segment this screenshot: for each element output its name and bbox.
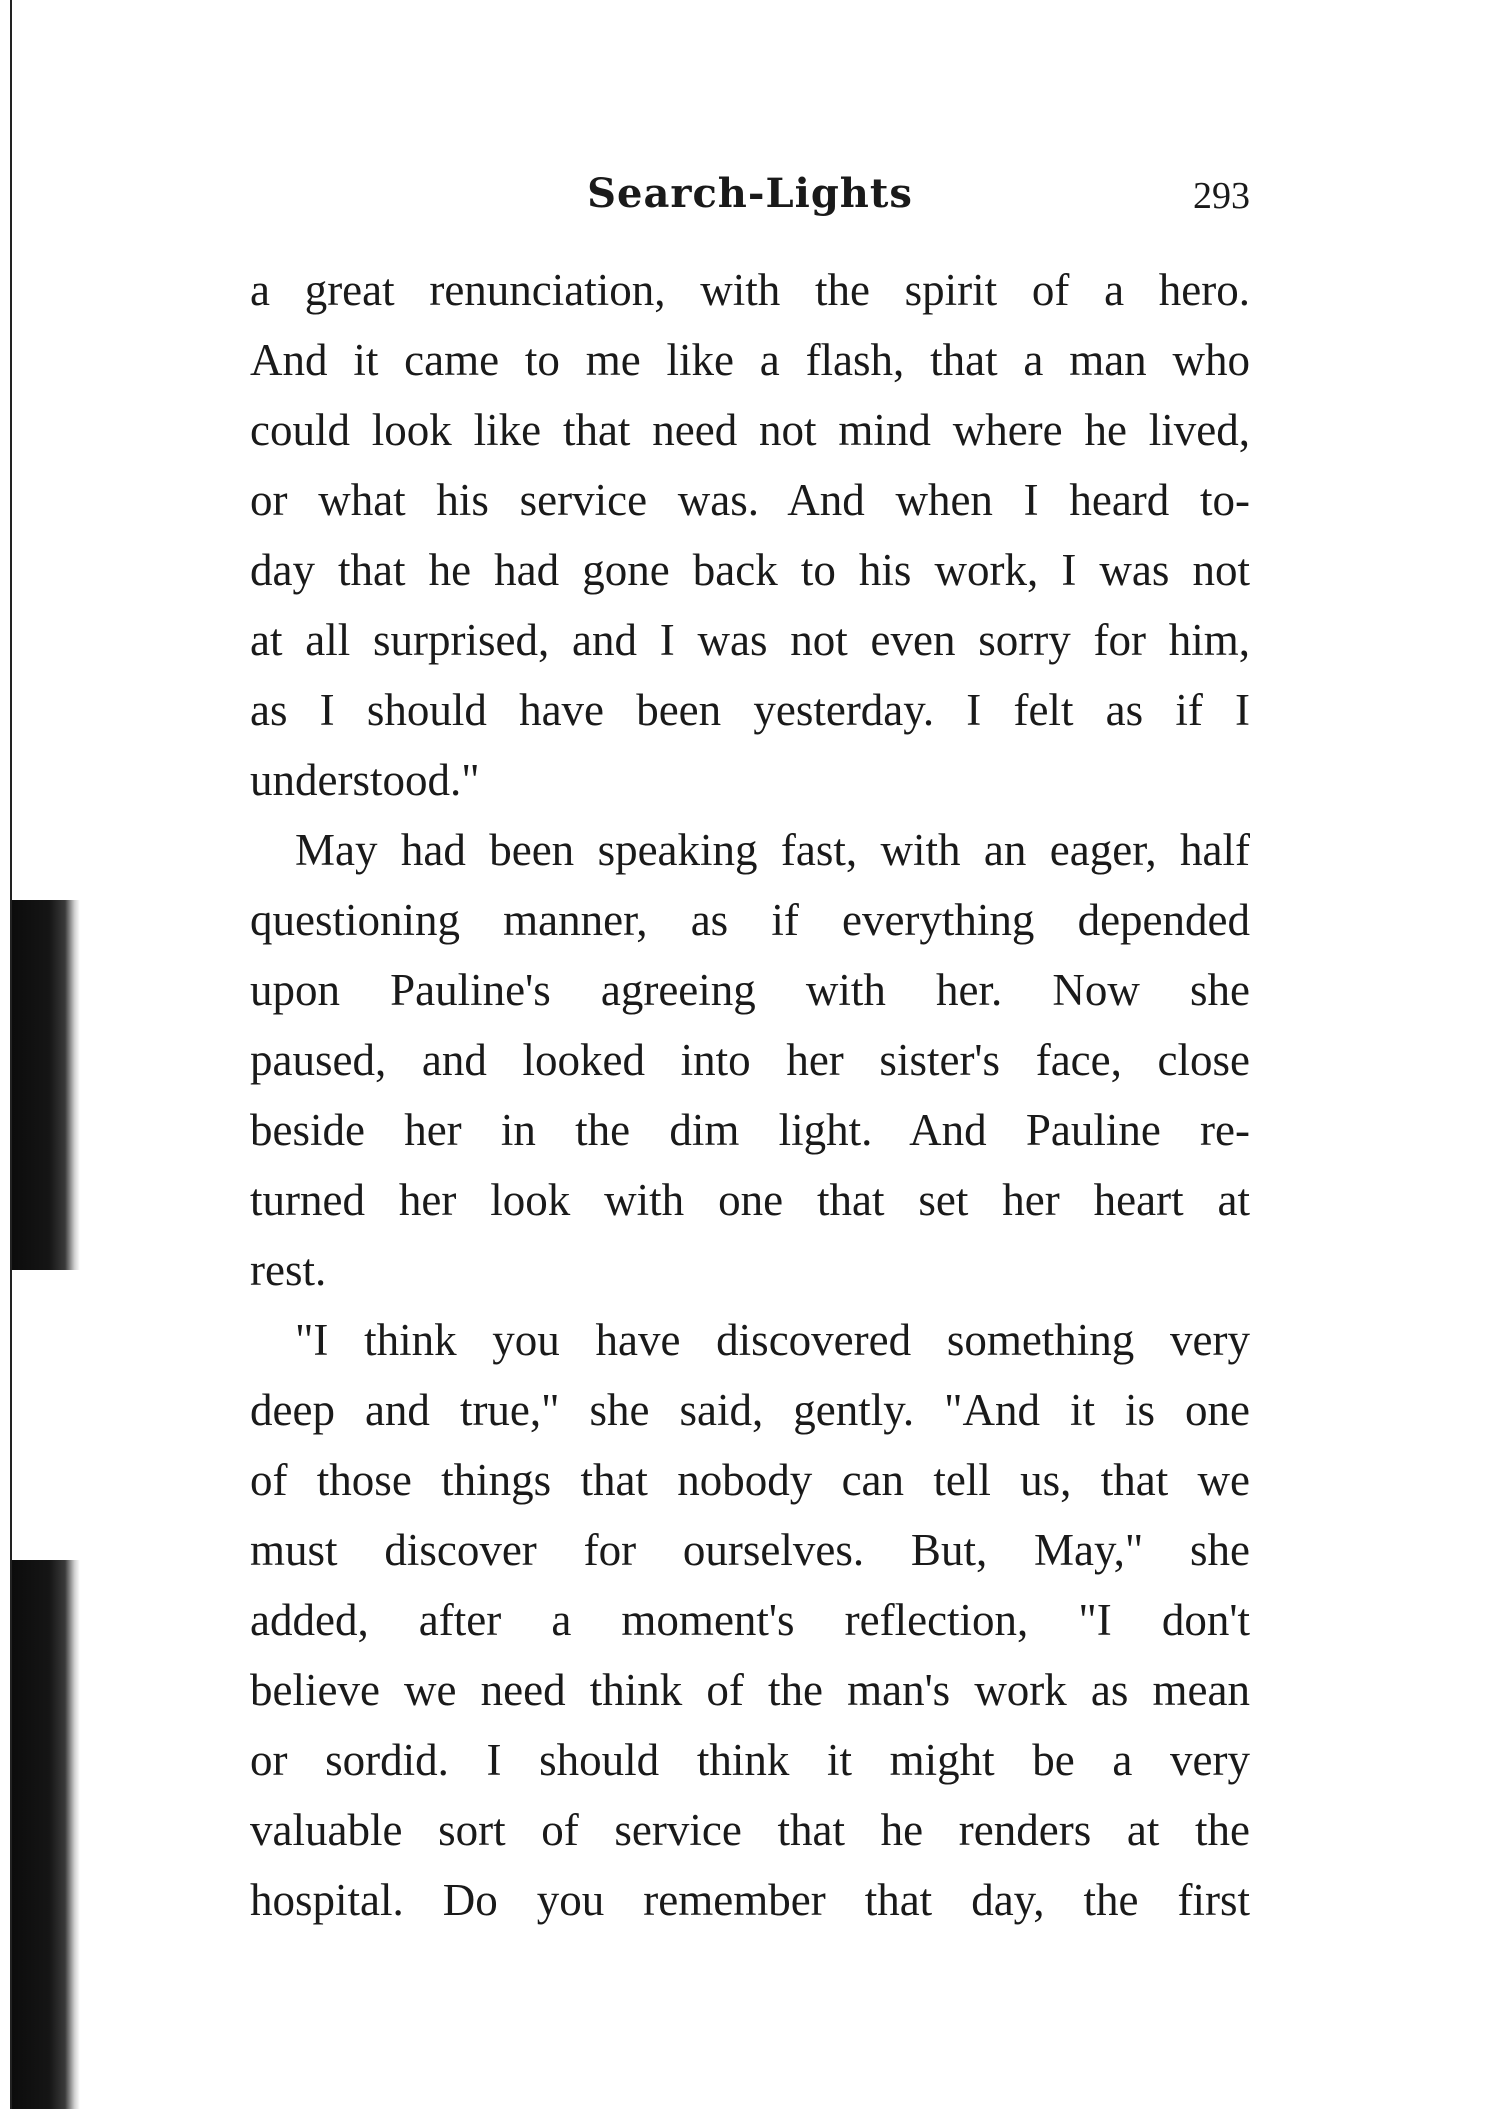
text-line: or what his service was. And when I heard to- <box>250 475 1250 525</box>
text-line: beside her in the dim light. And Pauline re- <box>250 1105 1250 1155</box>
text-line: turned her look with one that set her heart at <box>250 1175 1250 1225</box>
binding-shadow-upper <box>12 900 80 1270</box>
text-line: a great renunciation, with the spirit of a hero. <box>250 265 1250 315</box>
text-line: "I think you have discovered something very <box>295 1315 1250 1365</box>
text-line: questioning manner, as if everything depended <box>250 895 1250 945</box>
text-line: at all surprised, and I was not even sorry for him, <box>250 615 1250 665</box>
text-line: could look like that need not mind where he lived, <box>250 405 1250 455</box>
text-line: deep and true," she said, gently. "And it is one <box>250 1385 1250 1435</box>
text-line: must discover for ourselves. But, May," she <box>250 1525 1250 1575</box>
text-line: added, after a moment's reflection, "I don't <box>250 1595 1250 1645</box>
text-line: of those things that nobody can tell us, that we <box>250 1455 1250 1505</box>
text-line: rest. <box>250 1245 327 1295</box>
running-head <box>250 162 1250 222</box>
text-line: paused, and looked into her sister's face, close <box>250 1035 1250 1085</box>
text-line: or sordid. I should think it might be a very <box>250 1735 1250 1785</box>
binding-shadow-lower <box>12 1560 80 2109</box>
text-line: upon Pauline's agreeing with her. Now she <box>250 965 1250 1015</box>
running-title: Search-Lights <box>587 170 913 217</box>
text-line: And it came to me like a flash, that a man who <box>250 335 1250 385</box>
text-line: valuable sort of service that he renders at the <box>250 1805 1250 1855</box>
text-line: as I should have been yesterday. I felt as if I <box>250 685 1250 735</box>
text-line: day that he had gone back to his work, I was not <box>250 545 1250 595</box>
body-text <box>250 255 1250 1935</box>
text-line: hospital. Do you remember that day, the first <box>250 1875 1250 1925</box>
text-line: May had been speaking fast, with an eager, half <box>295 825 1250 875</box>
text-line: believe we need think of the man's work as mean <box>250 1665 1250 1715</box>
page-number: 293 <box>1193 175 1250 217</box>
text-line: understood." <box>250 755 480 805</box>
